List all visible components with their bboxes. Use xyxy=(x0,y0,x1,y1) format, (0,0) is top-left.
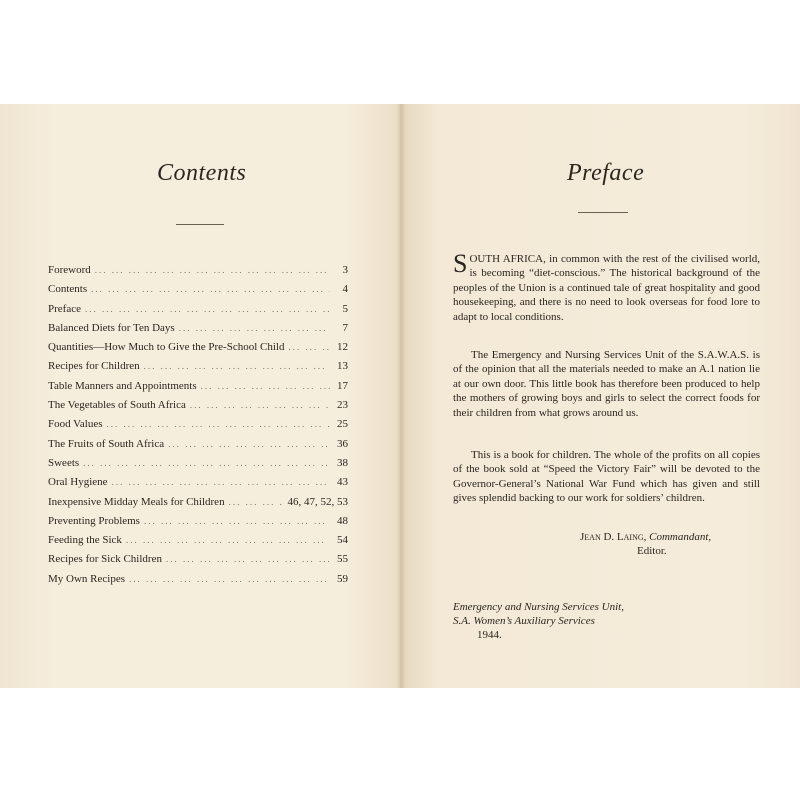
imprint-line-1: Emergency and Nursing Services Unit, xyxy=(453,601,624,613)
signature-role: Commandant, xyxy=(649,531,712,543)
toc-dot-leader xyxy=(229,497,284,507)
imprint-line-3: 1944. xyxy=(477,629,502,641)
toc-entry-page: 59 xyxy=(337,572,348,585)
toc-dot-leader xyxy=(168,439,330,449)
toc-entry-title: Oral Hygiene xyxy=(48,476,108,489)
toc-dot-leader xyxy=(95,265,330,275)
toc-entry-page: 7 xyxy=(342,321,348,334)
toc-entry-page: 43 xyxy=(337,476,348,489)
preface-paragraph-1: SOUTH AFRICA, in common with the rest of the civilised world, is becoming “diet-conscious.” The historical background of the peoples of the Union is a continued tale of great hospitality and good housekeeping, and there is no need to look overseas for food lore to adapt to local conditions. xyxy=(453,249,760,323)
toc-entry-page: 55 xyxy=(337,553,348,566)
toc-entry-title: Contents xyxy=(48,283,88,296)
toc-dot-leader xyxy=(190,400,330,410)
signature-name: Jean D. Laing, xyxy=(580,531,647,543)
toc-entry-page: 5 xyxy=(342,302,348,315)
toc-entry-title: Table Manners and Appointments xyxy=(48,379,197,392)
contents-heading: Contents xyxy=(157,160,247,186)
toc-dot-leader xyxy=(201,381,330,391)
toc-entry-title: Preface xyxy=(48,302,81,315)
toc-entry-page: 17 xyxy=(337,379,348,392)
toc-dot-leader xyxy=(144,516,330,526)
toc-entry xyxy=(48,303,348,322)
toc-dot-leader xyxy=(91,284,330,294)
toc-entry-page: 46, 47, 52, 53 xyxy=(287,495,348,508)
toc-dot-leader xyxy=(166,554,330,564)
toc-entry-page: 48 xyxy=(337,514,348,527)
toc-entry xyxy=(48,476,348,495)
toc-entry-page: 3 xyxy=(342,264,348,276)
toc-entry-title: Inexpensive Midday Meals for Children xyxy=(48,495,225,508)
toc-entry-title: The Fruits of South Africa xyxy=(48,437,165,450)
toc-entry-title: My Own Recipes xyxy=(48,572,125,585)
toc-entry xyxy=(48,399,348,418)
toc-dot-leader xyxy=(107,419,331,429)
toc-entry xyxy=(48,264,348,283)
toc-entry-title: The Vegetables of South Africa xyxy=(48,399,186,412)
toc-entry-page: 54 xyxy=(337,534,348,547)
signature xyxy=(580,530,711,558)
toc-entry-page: 25 xyxy=(337,418,348,431)
toc-dot-leader xyxy=(179,323,330,333)
toc-entry xyxy=(48,573,348,592)
preface-paragraph-2: The Emergency and Nursing Services Unit of the S.A.W.A.S. is of the opinion that all the materials needed to make an A.1 nation lie at our own door. This little book has therefore been produced to help the mothers of growing boys and girls to select the correct foods for their children from what grows around us. xyxy=(453,349,760,419)
book-gutter xyxy=(396,104,406,688)
toc-dot-leader xyxy=(126,535,330,545)
toc-entry-page: 36 xyxy=(337,437,348,450)
toc-dot-leader xyxy=(112,477,330,487)
imprint-line-2: S.A. Women’s Auxiliary Services xyxy=(453,615,595,627)
toc-dot-leader xyxy=(288,342,330,352)
toc-entry xyxy=(48,553,348,572)
toc-entry-title: Quantities—How Much to Give the Pre-School Child xyxy=(48,341,285,354)
toc-entry xyxy=(48,360,348,379)
toc-entry xyxy=(48,457,348,476)
toc-entry xyxy=(48,341,348,360)
toc-entry-title: Recipes for Children xyxy=(48,360,140,373)
toc-entry-title: Balanced Diets for Ten Days xyxy=(48,321,175,334)
preface-heading: Preface xyxy=(567,160,645,186)
toc-entry-page: 23 xyxy=(337,399,348,412)
toc-entry xyxy=(48,534,348,553)
preface-divider xyxy=(578,212,628,213)
contents-divider xyxy=(176,224,224,225)
toc-entry xyxy=(48,283,348,302)
toc-entry-title: Sweets xyxy=(48,456,80,469)
toc-entry-page: 4 xyxy=(342,283,348,296)
toc-dot-leader xyxy=(129,574,330,584)
preface-paragraph-3: This is a book for children. The whole of the profits on all copies of the book sold at “Speed the Victory Fair” will be devoted to the Governor-General’s National War Fund which has given and still gives splendid backing to our work for soldiers’ children. xyxy=(453,449,760,505)
toc-entry-title: Preventing Problems xyxy=(48,514,140,527)
toc-entry xyxy=(48,438,348,457)
table-of-contents xyxy=(48,264,348,592)
toc-entry-title: Foreword xyxy=(48,264,91,276)
toc-dot-leader xyxy=(144,361,330,371)
toc-entry-page: 38 xyxy=(337,456,348,469)
toc-dot-leader xyxy=(83,458,330,468)
toc-entry-title: Recipes for Sick Children xyxy=(48,553,162,566)
toc-entry-page: 12 xyxy=(337,341,348,354)
toc-entry xyxy=(48,496,348,515)
toc-entry xyxy=(48,380,348,399)
toc-entry xyxy=(48,418,348,437)
toc-entry-title: Feeding the Sick xyxy=(48,534,122,547)
toc-entry-page: 13 xyxy=(337,360,348,373)
toc-entry xyxy=(48,515,348,534)
signature-title: Editor. xyxy=(637,545,667,557)
imprint xyxy=(453,600,624,642)
toc-entry-title: Food Values xyxy=(48,418,103,431)
toc-dot-leader xyxy=(85,304,330,314)
toc-entry xyxy=(48,322,348,341)
